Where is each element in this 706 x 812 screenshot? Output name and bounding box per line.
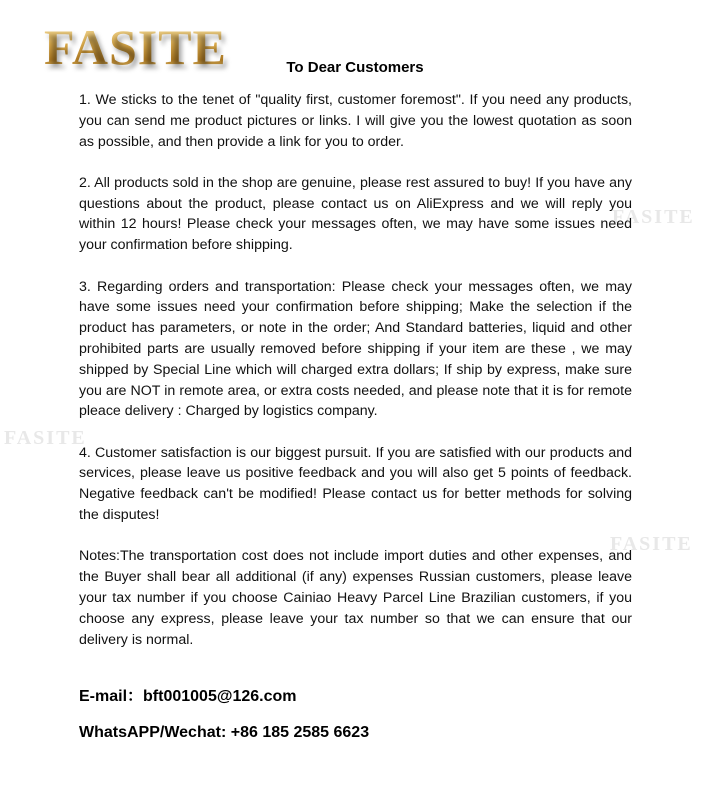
paragraph-notes: Notes:The transportation cost does not include import duties and other expenses, and the Buyer shall bear all additional (if any) expenses Russian customers, please leave your tax number if you choose Cainiao Heavy Parcel Line Brazilian customers, if you choose any express, please leave your tax number so that we can ensure that our delivery is normal. bbox=[79, 548, 632, 648]
contact-email: E-mail：bft001005@126.com bbox=[79, 688, 297, 705]
notice-body bbox=[79, 90, 632, 671]
page-title: To Dear Customers bbox=[286, 59, 424, 76]
watermark: FASITE bbox=[4, 427, 87, 449]
paragraph-quality: 1. We sticks to the tenet of "quality first, customer foremost". If you need any products, you can send me product pictures or links. I will give you the lowest quotation as soon as possible, and then provide a link for you to order. bbox=[79, 92, 632, 150]
paragraph-feedback: 4. Customer satisfaction is our biggest pursuit. If you are satisfied with our products and services, please leave us positive feedback and you will also get 5 points of feedback. Negative feedback can't be modified! Please contact us for better methods for solving the disputes! bbox=[79, 444, 632, 524]
paragraph-shipping: 3. Regarding orders and transportation: Please check your messages often, we may have some issues need your confirmation before shipping; Make the selection if the product has parameters, or note in the order; And Standard batteries, liquid and other prohibited parts are usually removed before shipping if your item are these , we may shipped by Special Line which will charged extra dollars; If ship by express, make sure you are NOT in remote area, or extra costs needed, and please note that it is for remote pleace delivery : Charged by logistics company. bbox=[79, 278, 632, 420]
paragraph-genuine: 2. All products sold in the shop are genuine, please rest assured to buy! If you have any questions about the product, please contact us on AliExpress and we will reply you within 12 hours! Please check your messages often, we may have some issues need your confirmation before shipping. bbox=[79, 174, 632, 254]
brand-logo: FASITE bbox=[44, 19, 227, 75]
contact-whatsapp: WhatsAPP/Wechat: +86 185 2585 6623 bbox=[79, 724, 370, 741]
watermark: FASITE bbox=[610, 533, 693, 555]
watermark: FASITE bbox=[612, 206, 695, 228]
